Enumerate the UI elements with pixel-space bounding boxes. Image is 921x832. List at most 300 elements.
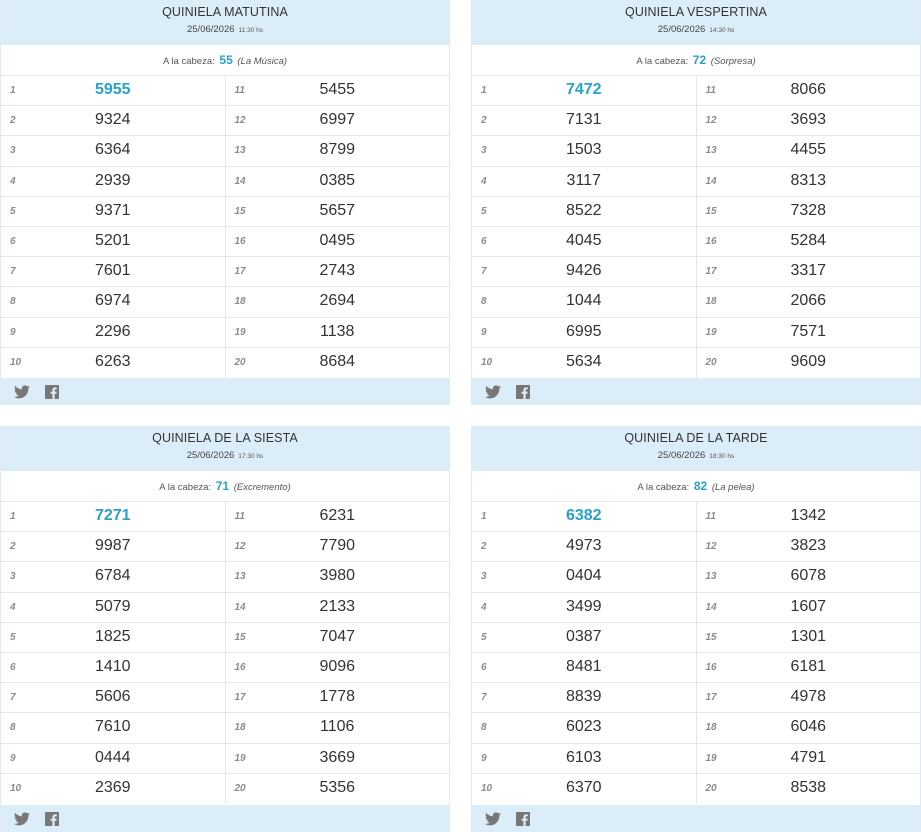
result-position: 1 [10,85,16,96]
result-position: 10 [10,356,22,368]
result-position: 8 [10,296,16,308]
result-position: 8 [481,296,487,308]
result-row [472,744,696,774]
result-row [1,197,225,227]
cabeza-label: A la cabeza: [159,482,212,493]
result-row [472,76,696,106]
result-number: 8522 [565,201,602,219]
result-position: 2 [10,541,16,553]
facebook-icon[interactable] [516,385,530,399]
result-position: 3 [481,145,487,157]
result-number: 6364 [94,141,131,159]
result-number: 8839 [565,688,602,706]
result-number: 6263 [94,352,131,370]
cabeza-number: 72 [692,53,707,67]
result-number: 9426 [565,262,602,280]
result-position: 7 [10,266,16,278]
result-position: 4 [10,175,16,187]
result-number: 3823 [790,537,827,555]
result-row [1,136,225,166]
quiniela-card-matutina [0,0,450,405]
result-number: 1301 [790,627,827,645]
result-position: 16 [705,235,717,247]
cabeza-name: (Sorpresa) [710,56,756,67]
result-number: 4973 [565,537,602,555]
result-number: 3669 [319,748,356,766]
result-position: 9 [481,326,487,338]
cabeza-line [472,471,920,502]
card-header [472,426,920,471]
result-number: 6997 [319,111,356,129]
result-position: 10 [481,356,493,368]
result-number: 0387 [565,627,602,645]
cabeza-number: 71 [215,479,230,493]
result-row [472,593,696,623]
result-position: 19 [705,752,717,764]
result-position: 6 [10,661,16,673]
quiniela-card-vespertina [471,0,921,405]
result-number: 5657 [319,201,356,219]
result-position: 15 [234,631,246,643]
result-number: 2743 [319,262,356,280]
result-row [697,106,921,136]
card-time: 14:30 hs [709,27,735,34]
result-row [472,623,696,653]
result-row [1,227,225,257]
result-number: 5606 [94,688,131,706]
result-position: 17 [234,266,246,278]
result-number: 5955 [94,81,131,98]
card-date: 25/06/2026 [657,24,706,35]
result-position: 18 [234,296,246,308]
result-number: 6231 [319,507,356,524]
cabeza-number: 55 [219,53,233,67]
result-row [1,623,225,653]
result-number: 9609 [790,352,827,370]
result-row [697,683,921,713]
result-position: 17 [705,266,717,278]
result-number: 8538 [790,778,827,796]
result-number: 6784 [94,567,131,585]
result-position: 7 [481,692,487,704]
cabeza-name: (La Música) [237,56,288,67]
result-row [1,76,225,106]
result-number: 1410 [94,657,131,675]
result-row [472,348,696,378]
result-number: 7271 [94,507,131,524]
result-row [697,713,921,743]
result-number: 2939 [94,171,131,189]
results-column [472,502,697,804]
result-position: 4 [10,601,16,613]
result-number: 0404 [565,567,602,585]
result-position: 12 [705,115,717,127]
result-number: 1825 [94,627,131,645]
result-position: 16 [705,661,717,673]
result-number: 9096 [319,657,356,675]
result-number: 1138 [320,322,355,340]
result-row [697,532,921,562]
result-number: 6023 [565,718,602,736]
result-row [472,106,696,136]
result-row [472,136,696,166]
result-position: 20 [234,782,246,794]
result-row [1,348,225,378]
card-title: QUINIELA DE LA SIESTA [152,431,298,445]
result-number: 1778 [319,688,356,706]
result-number: 7601 [94,262,131,280]
result-row [697,562,921,592]
result-number: 1044 [565,292,602,310]
result-number: 4045 [565,231,602,249]
result-row [472,683,696,713]
result-position: 19 [234,326,246,338]
result-row [697,167,921,197]
result-number: 2694 [319,292,356,310]
result-row [472,502,696,532]
result-number: 7131 [565,111,602,129]
result-number: 7472 [565,81,602,98]
cabeza-label: A la cabeza: [162,56,215,67]
result-row [697,653,921,683]
card-time: 11:30 hs [238,27,263,34]
result-row [697,136,921,166]
result-row [472,227,696,257]
quiniela-card-siesta [0,426,450,832]
result-number: 0495 [319,231,356,249]
result-row [226,76,450,106]
result-number: 2369 [94,778,131,796]
result-row [1,106,225,136]
result-position: 8 [10,722,16,734]
result-position: 10 [10,782,22,794]
twitter-icon[interactable] [485,385,501,399]
result-position: 11 [705,511,716,522]
result-row [472,774,696,804]
result-number: 5201 [94,231,131,249]
result-position: 3 [481,571,487,583]
result-number: 3499 [565,597,602,615]
result-row [697,744,921,774]
result-position: 9 [10,752,16,764]
result-number: 2296 [94,322,131,340]
result-position: 16 [234,661,246,673]
result-row [226,774,450,804]
result-number: 2066 [790,292,827,310]
result-position: 17 [705,692,717,704]
result-row [697,76,921,106]
cabeza-line [472,45,920,76]
cabeza-name: (Excremento) [233,482,291,493]
result-row [697,257,921,287]
result-position: 12 [705,541,717,553]
result-position: 4 [481,601,487,613]
result-position: 14 [234,175,246,187]
result-position: 18 [705,722,717,734]
result-position: 11 [234,85,245,96]
result-number: 2133 [319,597,356,615]
result-position: 19 [234,752,246,764]
result-row [1,257,225,287]
result-row [472,532,696,562]
result-position: 2 [481,541,487,553]
result-row [226,227,450,257]
result-row [1,287,225,317]
result-row [697,197,921,227]
twitter-icon[interactable] [14,385,30,399]
card-date-line [1,450,449,463]
result-position: 11 [234,511,245,522]
result-position: 1 [481,511,487,522]
result-row [1,683,225,713]
result-number: 6974 [94,292,131,310]
result-position: 15 [705,631,717,643]
card-date-line [472,450,920,463]
result-position: 6 [481,661,487,673]
results-column [697,76,921,378]
result-row [472,562,696,592]
result-position: 8 [481,722,487,734]
share-bar [472,378,920,405]
result-row [697,287,921,317]
result-position: 20 [705,782,717,794]
result-row [226,683,450,713]
result-row [1,744,225,774]
result-row [1,774,225,804]
result-row [1,167,225,197]
result-position: 7 [10,692,16,704]
result-number: 1106 [320,718,355,736]
result-position: 1 [10,511,16,522]
result-number: 5634 [565,352,602,370]
result-number: 0385 [319,171,356,189]
facebook-icon[interactable] [45,812,59,826]
results-grid [472,76,920,378]
result-row [472,287,696,317]
result-number: 6382 [565,507,602,524]
result-row [226,348,450,378]
result-position: 14 [705,175,717,187]
results-column [1,76,226,378]
result-position: 5 [10,205,16,217]
cabeza-number: 82 [693,479,708,493]
result-row [472,713,696,743]
result-position: 13 [705,145,717,157]
result-number: 4791 [790,748,827,766]
result-position: 3 [10,571,16,583]
result-row [226,653,450,683]
result-row [1,713,225,743]
result-row [226,623,450,653]
result-number: 7047 [319,627,356,645]
result-position: 15 [234,205,246,217]
result-number: 5284 [790,231,827,249]
result-row [226,502,450,532]
result-row [697,623,921,653]
result-row [226,744,450,774]
result-number: 1503 [565,141,602,159]
result-number: 7328 [790,201,827,219]
result-position: 7 [481,266,487,278]
result-position: 4 [481,175,487,187]
result-row [226,197,450,227]
result-number: 7610 [94,718,131,736]
result-position: 13 [234,145,246,157]
results-grid [1,76,449,378]
card-date-line [472,24,920,37]
results-column [697,502,921,804]
result-position: 14 [705,601,717,613]
result-number: 9324 [94,111,131,129]
card-header [472,0,920,45]
result-row [1,562,225,592]
share-bar [1,378,449,405]
card-date-line [1,24,449,37]
result-number: 0444 [94,748,131,766]
card-title: QUINIELA MATUTINA [162,5,288,19]
result-number: 6181 [790,657,827,675]
results-column [226,502,450,804]
result-row [472,318,696,348]
result-number: 6995 [565,322,602,340]
result-position: 9 [481,752,487,764]
result-number: 7790 [319,537,356,555]
result-number: 1342 [790,507,827,524]
result-row [1,532,225,562]
result-position: 14 [234,601,246,613]
result-number: 9371 [94,201,131,219]
card-time: 17:30 hs [238,453,264,460]
result-row [1,318,225,348]
result-row [472,197,696,227]
result-number: 8313 [790,171,827,189]
card-title: QUINIELA DE LA TARDE [624,431,768,445]
card-title: QUINIELA VESPERTINA [625,5,767,19]
result-number: 3317 [790,262,827,280]
result-row [226,106,450,136]
cabeza-name: (La pelea) [711,482,755,493]
result-position: 1 [481,85,487,96]
cabeza-line [1,45,449,76]
result-position: 13 [705,571,717,583]
result-position: 6 [10,235,16,247]
result-position: 9 [10,326,16,338]
result-number: 5356 [319,778,356,796]
result-number: 8066 [790,81,827,98]
result-number: 7571 [790,322,827,340]
result-position: 5 [10,631,16,643]
result-number: 8684 [319,352,356,370]
result-position: 20 [234,356,246,368]
result-number: 6370 [565,778,602,796]
results-column [1,502,226,804]
result-position: 12 [234,541,246,553]
share-bar [1,805,449,832]
result-number: 6046 [790,718,827,736]
result-position: 16 [234,235,246,247]
card-date: 25/06/2026 [657,450,706,461]
share-bar [472,805,920,832]
result-row [697,227,921,257]
result-row [472,653,696,683]
cabeza-line [1,471,449,502]
facebook-icon[interactable] [45,385,59,399]
result-row [1,653,225,683]
result-position: 20 [705,356,717,368]
card-time: 18:30 hs [709,453,735,460]
result-position: 15 [705,205,717,217]
result-position: 12 [234,115,246,127]
result-row [697,774,921,804]
twitter-icon[interactable] [14,812,30,826]
result-number: 5455 [319,81,356,98]
facebook-icon[interactable] [516,812,530,826]
result-row [697,318,921,348]
result-number: 3117 [566,171,601,189]
result-number: 8799 [319,141,356,159]
result-position: 5 [481,631,487,643]
result-position: 2 [481,115,487,127]
card-header [1,426,449,471]
result-position: 10 [481,782,493,794]
result-row [1,593,225,623]
twitter-icon[interactable] [485,812,501,826]
result-position: 18 [705,296,717,308]
result-position: 17 [234,692,246,704]
results-grid [1,502,449,804]
card-date: 25/06/2026 [186,450,235,461]
result-row [226,257,450,287]
result-row [697,502,921,532]
result-row [472,167,696,197]
results-column [472,76,697,378]
result-position: 13 [234,571,246,583]
result-number: 5079 [94,597,131,615]
result-number: 3693 [790,111,827,129]
result-position: 19 [705,326,717,338]
result-row [226,136,450,166]
result-number: 9987 [94,537,131,555]
result-row [226,713,450,743]
cabeza-label: A la cabeza: [637,482,690,493]
result-row [226,593,450,623]
result-row [472,257,696,287]
result-position: 2 [10,115,16,127]
result-row [226,287,450,317]
result-row [1,502,225,532]
result-number: 4455 [790,141,827,159]
result-row [226,318,450,348]
result-row [697,348,921,378]
results-column [226,76,450,378]
result-position: 3 [10,145,16,157]
result-row [226,562,450,592]
result-number: 6103 [565,748,602,766]
result-position: 11 [705,85,716,96]
results-grid [472,502,920,804]
result-position: 5 [481,205,487,217]
quiniela-card-tarde [471,426,921,832]
result-position: 6 [481,235,487,247]
result-row [226,532,450,562]
card-date: 25/06/2026 [186,24,235,35]
cabeza-label: A la cabeza: [636,56,689,67]
result-number: 6078 [790,567,827,585]
result-number: 1607 [790,597,827,615]
result-number: 4978 [790,688,827,706]
result-number: 8481 [565,657,602,675]
result-position: 18 [234,722,246,734]
